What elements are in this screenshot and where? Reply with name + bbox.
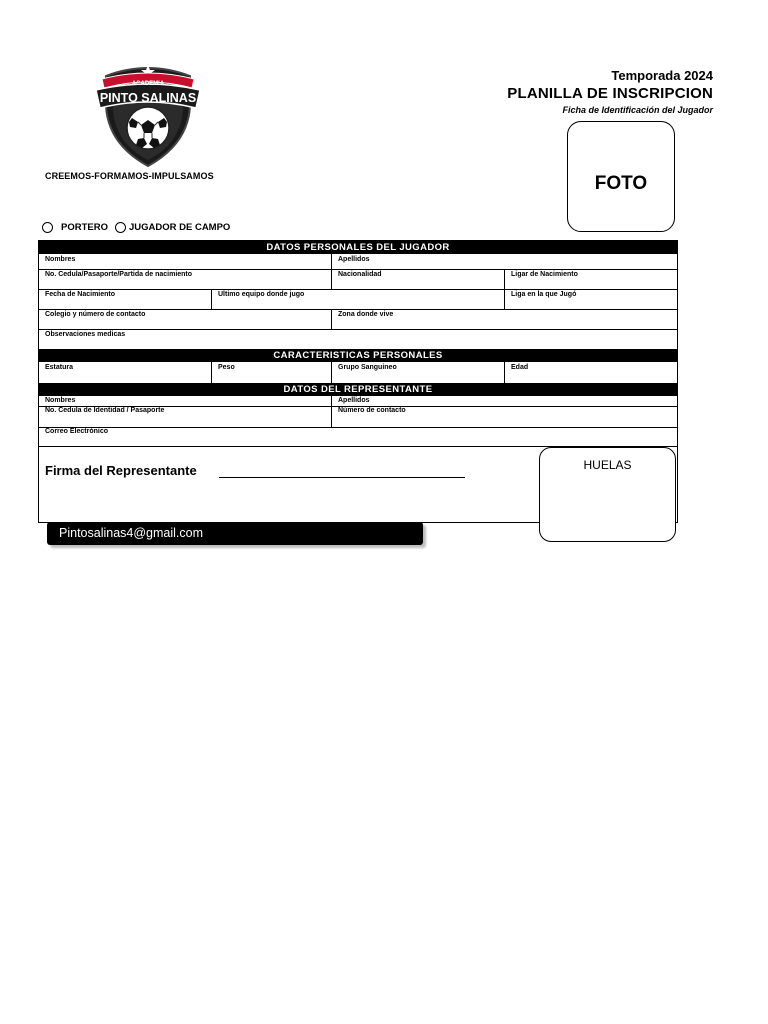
signature-line[interactable]	[219, 477, 465, 478]
field-rep-apellidos[interactable]: Apellidos	[338, 397, 370, 404]
field-fecha-nacimiento[interactable]: Fecha de Nacimiento	[45, 291, 116, 298]
field-apellidos[interactable]: Apellidos	[338, 256, 370, 263]
slogan: CREEMOS-FORMAMOS-IMPULSAMOS	[45, 171, 214, 181]
contact-email: Pintosalinas4@gmail.com	[47, 522, 423, 545]
fingerprints-box[interactable]	[539, 447, 676, 542]
field-cedula[interactable]: No. Cedula/Pasaporte/Partida de nacimiento	[45, 271, 193, 278]
field-lugar-nacimiento[interactable]: Ligar de Nacimiento	[511, 271, 578, 278]
photo-label: FOTO	[594, 172, 648, 194]
section-characteristics-header: CARACTERISTICAS PERSONALES	[39, 349, 677, 362]
field-rep-nombres[interactable]: Nombres	[45, 397, 76, 404]
field-grupo-sanguineo[interactable]: Grupo Sanguineo	[338, 364, 397, 371]
field-liga[interactable]: Liga en la que Jugó	[511, 291, 577, 298]
radio-jugador-campo-label: JUGADOR DE CAMPO	[128, 222, 231, 233]
section-guardian-header: DATOS DEL REPRESENTANTE	[39, 383, 677, 396]
field-nacionalidad[interactable]: Nacionalidad	[338, 271, 382, 278]
position-selector	[42, 222, 230, 233]
field-ultimo-equipo[interactable]: Ultimo equipo donde jugo	[218, 291, 305, 298]
radio-jugador-campo[interactable]	[115, 222, 126, 233]
field-estatura[interactable]: Estatura	[45, 364, 74, 371]
logo-academy-text: ACADEMIA	[131, 81, 165, 87]
field-edad[interactable]: Edad	[511, 364, 529, 371]
section-personal-header: DATOS PERSONALES DEL JUGADOR	[39, 241, 677, 254]
logo-brand-text: PINTO SALINAS	[99, 91, 197, 105]
fingerprints-label: HUELAS	[583, 458, 632, 472]
photo-box[interactable]	[567, 121, 675, 232]
field-peso[interactable]: Peso	[218, 364, 235, 371]
radio-portero[interactable]	[42, 222, 53, 233]
field-zona[interactable]: Zona donde vive	[338, 311, 394, 318]
radio-portero-label: PORTERO	[61, 222, 108, 233]
field-rep-correo[interactable]: Correo Electrónico	[45, 428, 109, 435]
academy-logo	[92, 62, 204, 170]
field-rep-cedula[interactable]: No. Cedula de Identidad / Pasaporte	[45, 407, 165, 414]
page-subtitle: Ficha de Identificación del Jugador	[562, 105, 713, 115]
field-rep-contacto[interactable]: Número de contacto	[338, 407, 406, 414]
field-observaciones[interactable]: Observaciones medicas	[45, 331, 126, 338]
page-title: PLANILLA DE INSCRIPCION	[507, 85, 713, 102]
signature-label: Firma del Representante	[45, 463, 197, 478]
field-colegio[interactable]: Colegio y número de contacto	[45, 311, 146, 318]
field-nombres[interactable]: Nombres	[45, 256, 76, 263]
season-label: Temporada 2024	[611, 68, 713, 83]
